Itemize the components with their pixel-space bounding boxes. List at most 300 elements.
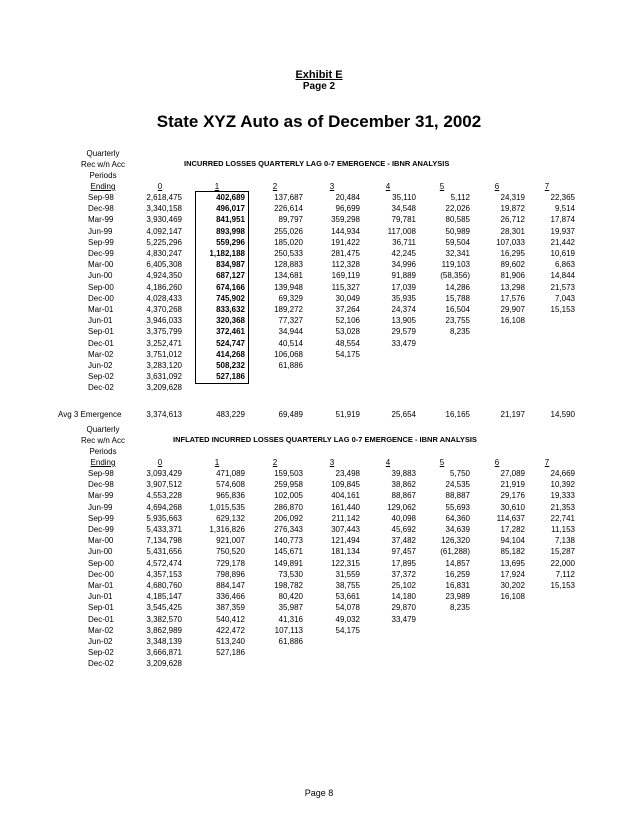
table-cell: (61,288) [440, 547, 470, 557]
table-cell: 16,831 [445, 581, 470, 590]
table-cell: 4,694,268 [146, 502, 182, 512]
table-cell: 3,375,799 [146, 327, 182, 337]
table-cell: 3,340,158 [146, 204, 182, 214]
avg-value: 69,489 [278, 409, 303, 419]
table-cell: 15,287 [550, 547, 575, 557]
table-cell: 159,503 [274, 469, 303, 478]
table-cell: 23,498 [335, 469, 360, 478]
table-cell: 276,343 [274, 525, 303, 534]
avg-label: Avg 3 Emergence [58, 409, 122, 419]
column-header: 6 [494, 182, 500, 191]
table-cell: 1,015,535 [209, 502, 245, 512]
row-header-label: Quarterly [86, 425, 120, 434]
table-cell: 5,750 [449, 469, 470, 478]
table-cell: 117,008 [387, 226, 416, 236]
table-cell: 4,572,474 [146, 558, 182, 568]
table-cell: 35,987 [278, 603, 303, 613]
row-header-label: Rec w/n Acc [80, 436, 125, 445]
table-cell: 496,017 [216, 204, 245, 214]
column-header: 0 [157, 182, 163, 191]
row-period: Dec-98 [88, 480, 114, 490]
exhibit-label: Exhibit E [295, 69, 343, 81]
table-cell: 281,475 [331, 249, 360, 258]
table-cell: 23,989 [445, 592, 470, 602]
table-cell: 414,268 [216, 349, 245, 359]
table-cell: 35,110 [392, 193, 416, 202]
table-cell: 513,240 [216, 637, 245, 646]
row-period: Jun-02 [88, 361, 113, 370]
table-cell: 336,466 [216, 592, 245, 602]
table-cell: 255,026 [274, 226, 303, 236]
table-cell: 4,553,228 [146, 491, 182, 501]
table-cell: 89,602 [500, 260, 525, 270]
row-period: Jun-99 [88, 502, 113, 512]
table-cell: 527,186 [216, 648, 245, 658]
table-cell: 5,433,371 [146, 525, 182, 534]
table-cell: 4,924,350 [146, 271, 182, 281]
table-cell: 126,320 [441, 536, 470, 546]
table-cell: 21,353 [550, 502, 575, 512]
column-header: 2 [272, 182, 278, 191]
table-cell: 23,755 [445, 316, 470, 326]
row-period: Sep-01 [88, 603, 114, 613]
table-cell: 21,573 [550, 282, 575, 292]
table-cell: 34,639 [445, 525, 470, 534]
table-cell: 16,504 [445, 305, 470, 314]
table-cell: 79,781 [391, 215, 416, 225]
column-header: 4 [385, 182, 391, 191]
table-cell: 26,712 [500, 215, 525, 225]
table-cell: 3,348,139 [146, 637, 182, 646]
row-period: Jun-99 [88, 226, 113, 236]
row-period: Sep-98 [88, 193, 114, 202]
table-cell: 508,232 [216, 361, 245, 370]
table-cell: 53,661 [335, 592, 360, 602]
table-cell: 841,951 [216, 215, 245, 225]
row-period: Sep-01 [88, 327, 114, 337]
table-cell: 45,692 [391, 525, 416, 534]
table-cell: 22,000 [550, 558, 575, 568]
row-period: Sep-98 [88, 469, 114, 478]
avg-value: 21,197 [500, 409, 525, 419]
table-cell: 14,857 [445, 558, 470, 568]
row-period: Jun-00 [88, 271, 113, 281]
table-cell: 37,264 [335, 305, 360, 314]
row-period: Mar-99 [88, 491, 114, 501]
table-cell: 114,637 [496, 513, 525, 523]
avg-value: 14,590 [550, 409, 575, 419]
table-cell: 35,935 [391, 293, 416, 303]
table-cell: 49,032 [335, 614, 360, 624]
table-cell: 3,209,628 [146, 383, 182, 393]
table-cell: 17,039 [391, 282, 416, 292]
column-header: 5 [439, 458, 445, 467]
column-header: 7 [544, 182, 550, 191]
table-cell: 24,374 [391, 305, 416, 314]
table-cell: 15,153 [550, 581, 575, 590]
table-cell: 29,176 [500, 491, 525, 501]
table-cell: 29,579 [391, 327, 416, 337]
table-cell: 540,412 [216, 614, 245, 624]
table-cell: 4,830,247 [146, 249, 182, 258]
table-cell: 61,886 [278, 637, 303, 646]
column-header: 1 [214, 182, 220, 191]
table-cell: 97,457 [391, 547, 416, 557]
table-cell: 119,103 [441, 260, 470, 270]
table-cell: 11,153 [551, 525, 575, 534]
table-cell: 32,341 [445, 249, 470, 258]
table-cell: 3,862,989 [146, 625, 182, 635]
table-cell: 833,632 [216, 305, 245, 314]
row-header-label: Rec w/n Acc [80, 160, 125, 169]
page-footer: Page 8 [304, 788, 334, 798]
column-header: 1 [214, 458, 220, 467]
row-period: Mar-02 [88, 625, 114, 635]
table-cell: 4,028,433 [146, 293, 182, 303]
row-period: Dec-00 [88, 293, 114, 303]
row-period: Jun-01 [88, 592, 113, 602]
table-cell: 27,089 [500, 469, 525, 478]
avg-value: 16,165 [445, 409, 470, 419]
column-header: 7 [544, 458, 550, 467]
row-period: Sep-99 [88, 237, 114, 247]
table-cell: 17,924 [500, 569, 525, 579]
row-period: Dec-98 [88, 204, 114, 214]
table-cell: 7,112 [555, 569, 575, 579]
table-cell: 286,870 [274, 502, 303, 512]
table-cell: 2,618,475 [146, 193, 182, 202]
table-cell: 4,092,147 [146, 226, 182, 236]
table-cell: 54,078 [335, 603, 360, 613]
table-cell: 55,693 [445, 502, 470, 512]
row-header-label: Periods [89, 171, 117, 180]
table-cell: 29,870 [391, 603, 416, 613]
table-cell: 33,479 [391, 614, 416, 624]
table-cell: 729,178 [216, 558, 245, 568]
table-cell: 3,252,471 [146, 338, 182, 348]
table-cell: 31,559 [335, 569, 360, 579]
table-cell: 687,127 [216, 271, 245, 281]
table-cell: 524,747 [216, 338, 245, 348]
table-cell: 48,554 [335, 338, 360, 348]
table-cell: 24,319 [500, 193, 525, 202]
table-cell: 106,068 [274, 349, 303, 359]
column-header: 3 [329, 458, 335, 467]
table-cell: 19,872 [500, 204, 525, 214]
row-period: Mar-99 [88, 215, 114, 225]
table-cell: 61,886 [278, 361, 303, 370]
table-cell: 36,711 [392, 237, 416, 247]
table-cell: 102,005 [274, 491, 303, 501]
table-cell: 884,147 [216, 581, 245, 590]
table-cell: 89,797 [278, 215, 303, 225]
table-cell: 3,283,120 [146, 361, 182, 370]
table-cell: 7,138 [554, 536, 575, 546]
column-header: 2 [272, 458, 278, 467]
table-cell: 88,887 [445, 491, 470, 501]
table-cell: 4,357,153 [146, 569, 182, 579]
table-cell: 745,902 [216, 293, 245, 303]
table-cell: 3,209,628 [146, 659, 182, 669]
table-cell: 5,935,663 [146, 513, 182, 523]
table-cell: 387,359 [216, 603, 245, 613]
table-cell: 307,443 [331, 525, 360, 534]
row-period: Dec-00 [88, 569, 114, 579]
table-cell: 22,026 [445, 204, 470, 214]
table-cell: 149,891 [274, 558, 303, 568]
table-cell: 73,530 [278, 569, 303, 579]
table-cell: 3,382,570 [146, 614, 182, 624]
table-cell: 145,671 [274, 547, 303, 557]
table-cell: 34,548 [391, 204, 416, 214]
table-cell: 5,112 [450, 193, 470, 202]
table-cell: 471,089 [216, 469, 245, 478]
table-cell: 3,946,033 [146, 316, 182, 326]
table-cell: 88,867 [391, 491, 416, 501]
table-cell: 3,751,012 [146, 349, 182, 359]
table-cell: 13,298 [500, 282, 525, 292]
avg-value: 25,654 [391, 409, 416, 419]
table-cell: 6,863 [554, 260, 575, 270]
table-cell: 185,020 [274, 237, 303, 247]
table-cell: 54,175 [335, 625, 360, 635]
row-period: Dec-02 [88, 383, 114, 393]
table-cell: 19,333 [550, 491, 575, 501]
table-cell: 17,895 [391, 558, 416, 568]
table-cell: 30,202 [500, 581, 525, 590]
table-cell: 85,182 [500, 547, 525, 557]
table-cell: 8,235 [449, 603, 470, 613]
page-title: State XYZ Auto as of December 31, 2002 [156, 112, 482, 131]
column-header: 6 [494, 458, 500, 467]
table-cell: 42,245 [391, 249, 416, 258]
table-cell: 39,883 [391, 469, 416, 478]
row-period: Sep-02 [88, 648, 114, 658]
table-cell: 206,092 [274, 513, 303, 523]
table-title: INFLATED INCURRED LOSSES QUARTERLY LAG 0-7 EMERGENCE - IBNR ANALYSIS [173, 435, 477, 444]
table-cell: 17,282 [500, 525, 525, 534]
table-cell: 3,545,425 [146, 603, 182, 613]
table-cell: 402,689 [216, 193, 245, 202]
table-cell: 559,296 [216, 237, 245, 247]
highlight-box [195, 191, 249, 384]
table-cell: 10,392 [550, 480, 575, 490]
row-period: Jun-01 [88, 316, 113, 326]
table-cell: 181,134 [331, 547, 360, 557]
table-cell: 6,405,308 [146, 260, 182, 270]
table-cell: 1,182,188 [209, 249, 245, 258]
table-cell: 139,948 [274, 282, 303, 292]
row-period: Sep-00 [88, 558, 114, 568]
row-period: Jun-00 [88, 547, 113, 557]
table-cell: 38,755 [335, 581, 360, 590]
table-cell: 22,365 [550, 193, 575, 202]
table-cell: 14,844 [550, 271, 575, 281]
table-cell: 121,494 [331, 536, 360, 546]
table-cell: 404,161 [331, 491, 360, 501]
table-cell: 189,272 [274, 305, 303, 314]
table-cell: 34,996 [391, 260, 416, 270]
row-period: Dec-99 [88, 249, 114, 258]
table-cell: 169,119 [331, 271, 360, 281]
table-cell: 30,610 [500, 502, 525, 512]
table-cell: 37,482 [391, 536, 416, 546]
table-cell: 4,185,147 [146, 592, 182, 602]
table-cell: 3,930,469 [146, 215, 182, 225]
table-cell: 41,316 [278, 614, 303, 624]
row-period: Sep-02 [88, 372, 114, 382]
table-cell: 750,520 [216, 547, 245, 557]
table-cell: 259,958 [274, 480, 303, 490]
table-cell: 320,368 [216, 316, 245, 326]
table-cell: 574,608 [216, 480, 245, 490]
row-period: Mar-01 [88, 581, 114, 590]
table-cell: 250,533 [274, 249, 303, 258]
table-cell: 19,937 [550, 226, 575, 236]
table-cell: 40,514 [278, 338, 303, 348]
table-cell: 94,104 [500, 536, 525, 546]
table-cell: 921,007 [216, 536, 245, 546]
table-cell: 7,043 [554, 293, 575, 303]
table-cell: 38,862 [391, 480, 416, 490]
table-cell: 198,782 [274, 581, 303, 590]
table-cell: 3,666,871 [146, 648, 182, 658]
table-cell: 53,028 [335, 327, 360, 337]
row-header-label: Ending [90, 458, 116, 467]
column-header: 4 [385, 458, 391, 467]
table-cell: 37,372 [391, 569, 416, 579]
table-cell: 129,062 [387, 502, 416, 512]
table-cell: 10,619 [550, 249, 575, 258]
table-cell: 22,741 [550, 513, 575, 523]
row-period: Dec-01 [88, 338, 114, 348]
table-cell: 629,132 [216, 513, 245, 523]
table-cell: 359,298 [331, 215, 360, 225]
avg-value: 51,919 [335, 409, 360, 419]
table-cell: 80,585 [445, 215, 470, 225]
row-period: Dec-01 [88, 614, 114, 624]
table-cell: 674,166 [216, 282, 245, 292]
table-cell: 4,680,760 [146, 581, 182, 590]
table-cell: 226,614 [274, 204, 303, 214]
table-cell: 107,033 [496, 237, 525, 247]
avg-value: 483,229 [216, 409, 245, 419]
table-cell: 15,153 [550, 305, 575, 314]
table-cell: 3,631,092 [146, 372, 182, 382]
table-cell: 5,225,296 [146, 237, 182, 247]
table-cell: 834,987 [216, 260, 245, 270]
table-cell: 21,442 [550, 237, 575, 247]
row-period: Sep-00 [88, 282, 114, 292]
table-cell: 191,422 [331, 237, 360, 247]
table-cell: 115,327 [331, 282, 360, 292]
table-cell: 16,295 [500, 249, 525, 258]
table-cell: 30,049 [335, 293, 360, 303]
column-header: 5 [439, 182, 445, 191]
row-period: Dec-99 [88, 525, 114, 534]
avg-value: 3,374,613 [146, 409, 182, 419]
table-cell: 372,461 [216, 327, 245, 337]
table-cell: 965,836 [216, 491, 245, 501]
table-cell: 17,874 [550, 215, 575, 225]
table-cell: 13,905 [391, 316, 416, 326]
table-cell: 5,431,656 [146, 547, 182, 557]
row-period: Mar-01 [88, 305, 114, 314]
row-header-label: Periods [89, 447, 117, 456]
table-cell: 16,108 [500, 592, 525, 602]
table-cell: 81,906 [500, 271, 525, 281]
table-cell: 134,681 [274, 271, 303, 281]
table-cell: 3,093,429 [146, 469, 182, 478]
column-header: 3 [329, 182, 335, 191]
table-cell: 64,360 [445, 513, 470, 523]
row-period: Mar-00 [88, 260, 114, 270]
table-cell: 29,907 [500, 305, 525, 314]
row-period: Sep-99 [88, 513, 114, 523]
table-cell: 16,108 [500, 316, 525, 326]
table-cell: 52,106 [335, 316, 360, 326]
table-cell: 24,669 [550, 469, 575, 478]
table-cell: 40,098 [391, 513, 416, 523]
row-header-label: Quarterly [86, 149, 120, 158]
table-cell: 34,944 [278, 327, 303, 337]
table-cell: 9,514 [554, 204, 575, 214]
table-cell: 17,576 [500, 293, 525, 303]
table-cell: 54,175 [335, 349, 360, 359]
table-cell: 25,102 [391, 581, 416, 590]
table-cell: 96,699 [335, 204, 360, 214]
table-cell: 893,998 [216, 226, 245, 236]
table-cell: 59,504 [445, 237, 470, 247]
table-cell: 109,845 [331, 480, 360, 490]
table-cell: 1,316,826 [209, 525, 245, 534]
table-cell: (58,356) [440, 271, 470, 281]
row-header-label: Ending [90, 182, 116, 191]
table-cell: 211,142 [331, 513, 360, 523]
row-period: Mar-00 [88, 536, 114, 546]
table-cell: 144,934 [331, 226, 360, 236]
row-period: Jun-02 [88, 637, 113, 646]
table-cell: 50,989 [445, 226, 470, 236]
table-cell: 80,420 [278, 592, 303, 602]
table-cell: 3,907,512 [146, 480, 182, 490]
table-cell: 16,259 [445, 569, 470, 579]
table-cell: 122,315 [331, 558, 360, 568]
column-header: 0 [157, 458, 163, 467]
table-cell: 20,484 [335, 193, 360, 202]
table-cell: 24,535 [445, 480, 470, 490]
table-cell: 28,301 [500, 226, 525, 236]
table-cell: 14,286 [445, 282, 470, 292]
table-cell: 107,113 [274, 625, 303, 635]
table-cell: 798,896 [216, 569, 245, 579]
table-cell: 161,440 [331, 502, 360, 512]
table-cell: 69,329 [278, 293, 303, 303]
row-period: Mar-02 [88, 349, 114, 359]
table-cell: 527,186 [216, 372, 245, 382]
table-cell: 112,328 [331, 260, 360, 270]
table-cell: 77,327 [278, 316, 303, 326]
table-cell: 91,889 [391, 271, 416, 281]
table-cell: 21,919 [500, 480, 525, 490]
table-cell: 33,479 [391, 338, 416, 348]
table-cell: 140,773 [274, 536, 303, 546]
table-cell: 13,695 [500, 558, 525, 568]
table-title: INCURRED LOSSES QUARTERLY LAG 0-7 EMERGENCE - IBNR ANALYSIS [184, 159, 450, 168]
page-label: Page 2 [302, 81, 336, 92]
table-cell: 4,186,260 [146, 282, 182, 292]
table-cell: 128,883 [274, 260, 303, 270]
